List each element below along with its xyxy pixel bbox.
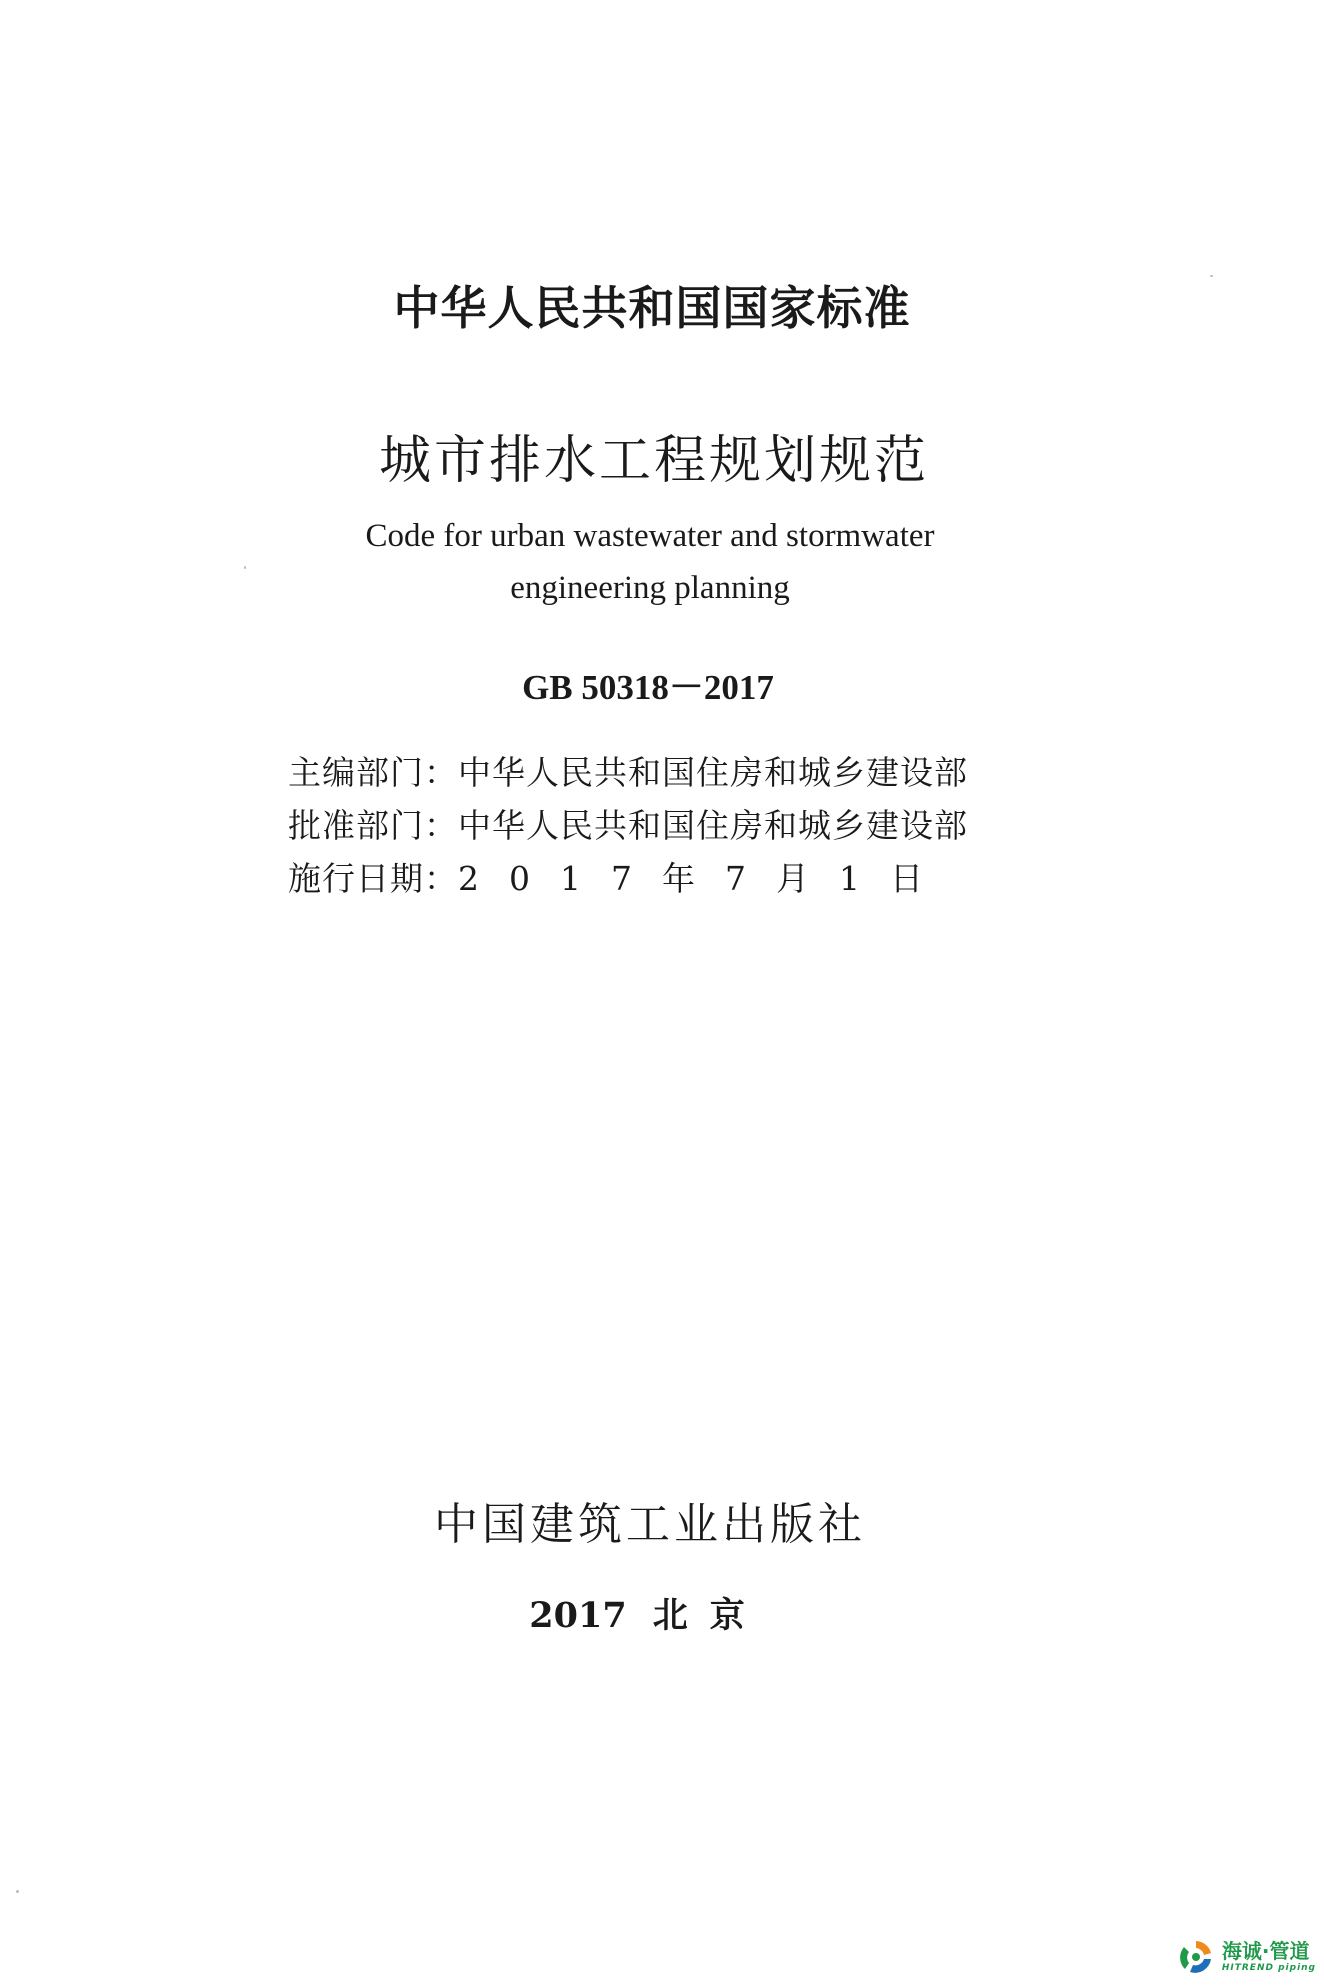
scan-speck: [244, 566, 246, 569]
title-english-line1: Code for urban wastewater and stormwater: [365, 518, 935, 554]
editor-row: [288, 747, 968, 794]
publication-year: 2017: [529, 1595, 627, 1636]
standard-code: GB 50318－2017: [522, 668, 774, 707]
publication-year-place: [0, 1588, 1310, 1638]
scan-speck: [16, 1890, 19, 1893]
effective-date-row: [288, 853, 953, 900]
title-english-line2: engineering planning: [510, 570, 790, 606]
editor-value: 中华人民共和国住房和城乡建设部: [458, 753, 968, 792]
scan-speck: [1210, 275, 1213, 277]
approver-label: 批准部门：: [288, 806, 458, 845]
effective-date-label: 施行日期：: [288, 859, 458, 898]
effective-date-value: 2017年7月1日: [458, 859, 953, 898]
watermark-name-cn: 海诚·管道: [1221, 1939, 1310, 1963]
watermark: [1176, 1937, 1316, 1977]
watermark-name-en: HITREND piping: [1221, 1963, 1316, 1973]
publisher-name: 中国建筑工业出版社: [434, 1499, 866, 1550]
title-chinese: 城市排水工程规划规范: [378, 431, 929, 491]
publication-city: 北京: [652, 1595, 767, 1636]
standard-type-heading: 中华人民共和国国家标准: [393, 281, 911, 335]
approver-row: [288, 800, 968, 847]
approver-value: 中华人民共和国住房和城乡建设部: [458, 806, 968, 845]
watermark-logo-icon: [1176, 1937, 1216, 1977]
editor-label: 主编部门：: [288, 753, 458, 792]
